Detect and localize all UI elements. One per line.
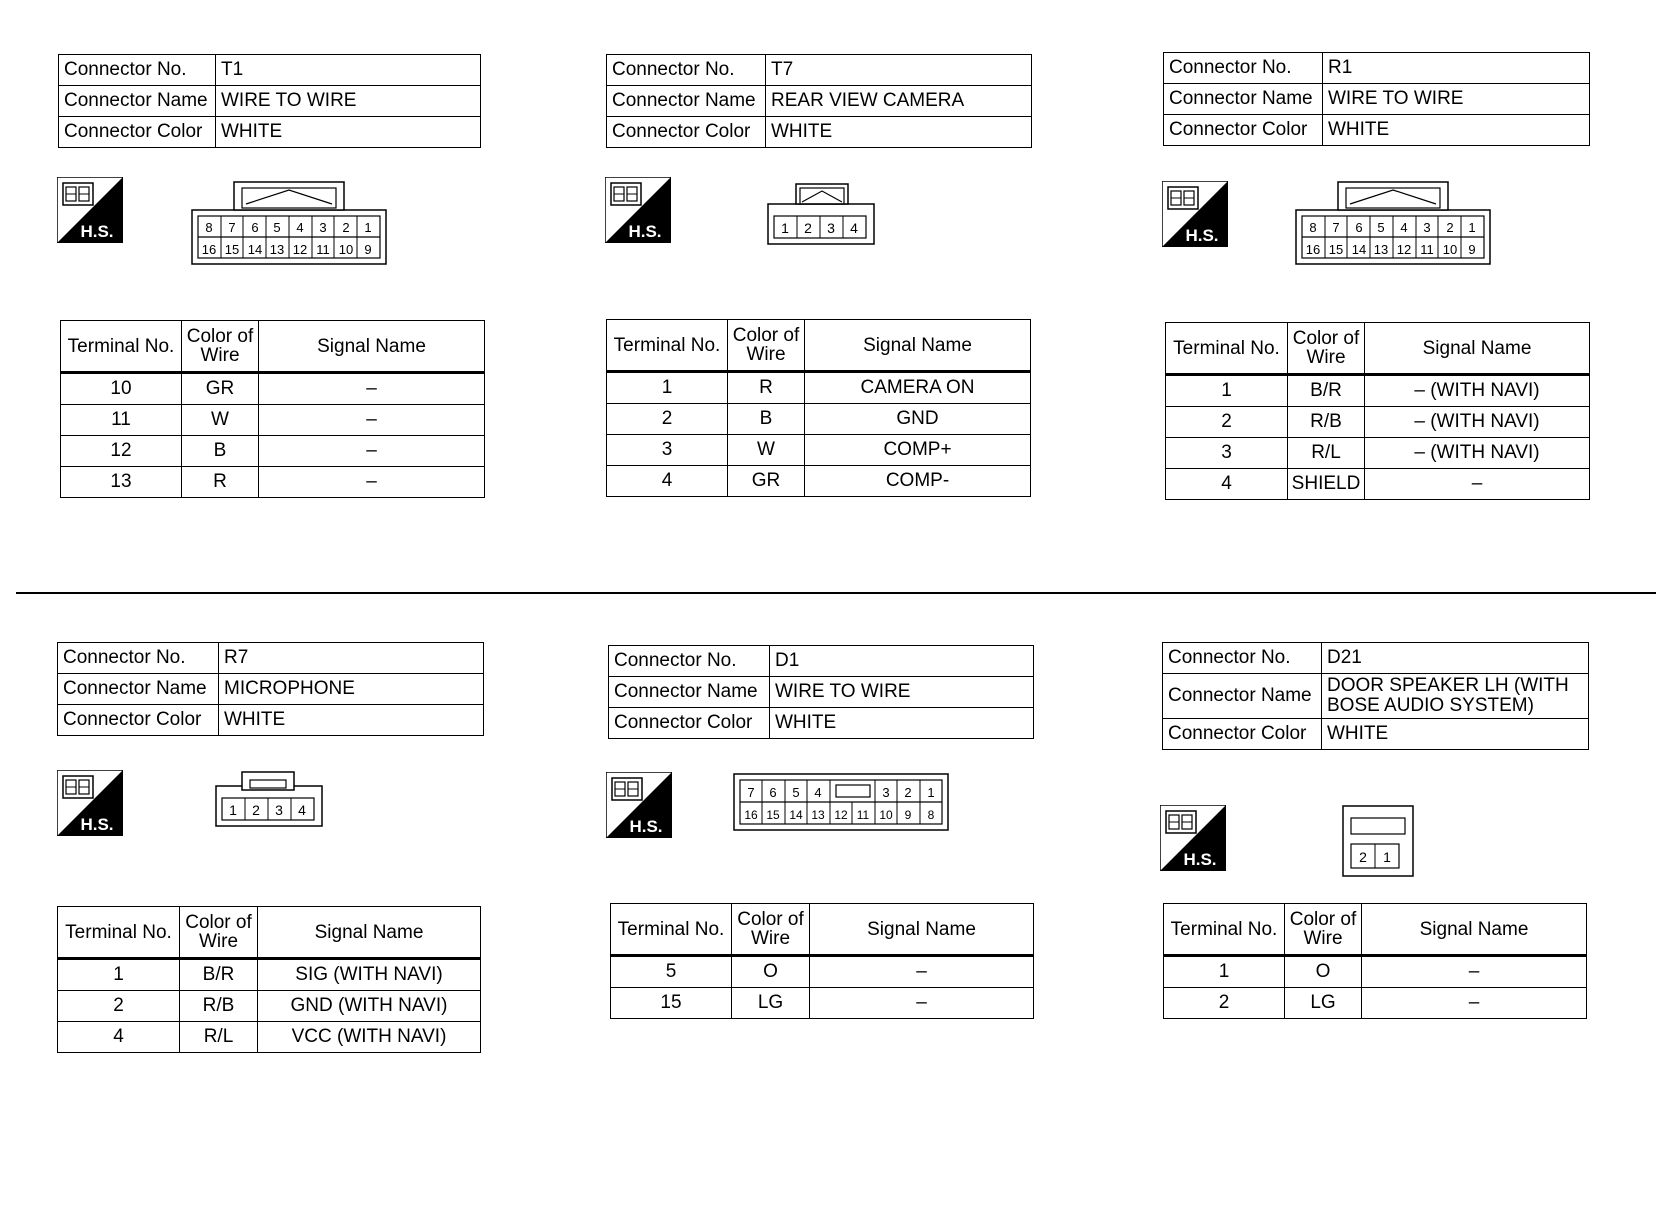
terminal-no-header: Terminal No. xyxy=(61,321,182,373)
table-row xyxy=(58,1022,481,1053)
pin-label: 12 xyxy=(1396,242,1412,257)
connector-no-label: Connector No. xyxy=(609,646,770,677)
connector-no-value: D21 xyxy=(1322,643,1589,674)
table-row xyxy=(1164,956,1587,988)
table-row xyxy=(1166,469,1590,500)
terminal-no-cell: 5 xyxy=(611,956,732,988)
hs-label: H.S. xyxy=(629,817,663,836)
connector-color-label: Connector Color xyxy=(58,705,219,736)
pin-label: 8 xyxy=(927,808,935,822)
harness-side-icon xyxy=(606,772,672,838)
pin-label: 3 xyxy=(882,785,890,800)
terminal-no-cell: 3 xyxy=(1166,438,1288,469)
pin-label: 12 xyxy=(292,242,308,257)
pin-label: 15 xyxy=(1328,242,1344,257)
pin-label: 12 xyxy=(834,808,848,822)
table-row xyxy=(607,404,1031,435)
signal-name-cell: – xyxy=(1362,988,1587,1019)
pin-label: 2 xyxy=(1446,220,1454,235)
table-row xyxy=(607,435,1031,466)
connector-no-value: D1 xyxy=(770,646,1034,677)
pin-label: 6 xyxy=(1355,220,1363,235)
pin-label: 14 xyxy=(1351,242,1367,257)
hs-label: H.S. xyxy=(1185,226,1219,245)
pin-label: 14 xyxy=(789,808,803,822)
signal-name-header: Signal Name xyxy=(810,904,1034,956)
pin-label: 7 xyxy=(747,785,755,800)
color-of-wire-header: Color of Wire xyxy=(732,904,810,956)
terminal-table-d1 xyxy=(610,903,1034,1019)
pin-label: 5 xyxy=(792,785,800,800)
connector-no-label: Connector No. xyxy=(58,643,219,674)
signal-name-cell: CAMERA ON xyxy=(805,372,1031,404)
pin-label: 1 xyxy=(781,220,789,236)
table-row xyxy=(1164,988,1587,1019)
terminal-no-header: Terminal No. xyxy=(58,907,180,959)
pin-label: 4 xyxy=(298,802,306,818)
terminal-table-t1 xyxy=(60,320,485,498)
terminal-no-cell: 1 xyxy=(58,959,180,991)
connector-color-label: Connector Color xyxy=(1164,115,1323,146)
pin-label: 14 xyxy=(247,242,263,257)
connector-name-value: WIRE TO WIRE xyxy=(1323,84,1590,115)
pin-label: 9 xyxy=(904,808,912,822)
wire-color-cell: O xyxy=(732,956,810,988)
terminal-no-cell: 4 xyxy=(607,466,728,497)
pin-label: 6 xyxy=(769,785,777,800)
signal-name-cell: – xyxy=(1365,469,1590,500)
pin-label: 5 xyxy=(1377,220,1385,235)
signal-name-cell: VCC (WITH NAVI) xyxy=(258,1022,481,1053)
color-of-wire-header: Color of Wire xyxy=(1288,323,1365,375)
terminal-no-cell: 1 xyxy=(1164,956,1285,988)
pin-label: 2 xyxy=(904,785,912,800)
wire-color-cell: B xyxy=(728,404,805,435)
connector-color-label: Connector Color xyxy=(607,117,766,148)
color-of-wire-header: Color of Wire xyxy=(728,320,805,372)
connector-r7 xyxy=(57,642,484,736)
table-row xyxy=(61,405,485,436)
terminal-no-cell: 1 xyxy=(1166,375,1288,407)
connector-d21 xyxy=(1162,642,1589,750)
wire-color-cell: R/L xyxy=(180,1022,258,1053)
wire-color-cell: R/B xyxy=(1288,407,1365,438)
pin-label: 8 xyxy=(1309,220,1317,235)
hs-label: H.S. xyxy=(80,815,114,834)
table-row xyxy=(1166,438,1590,469)
connector-color-value: WHITE xyxy=(219,705,484,736)
terminal-no-cell: 15 xyxy=(611,988,732,1019)
pin-label: 1 xyxy=(1468,220,1476,235)
pin-label: 10 xyxy=(338,242,354,257)
color-of-wire-header: Color of Wire xyxy=(180,907,258,959)
pin-label: 1 xyxy=(1383,849,1391,865)
signal-name-cell: SIG (WITH NAVI) xyxy=(258,959,481,991)
pin-label: 2 xyxy=(252,802,260,818)
terminal-no-header: Terminal No. xyxy=(607,320,728,372)
connector-face-d1 xyxy=(732,772,950,832)
connector-info-table xyxy=(1162,642,1589,750)
pin-label: 10 xyxy=(879,808,893,822)
connector-face-t1 xyxy=(190,180,390,266)
connector-r1 xyxy=(1163,52,1590,146)
signal-name-cell: – xyxy=(259,373,485,405)
pin-label: 13 xyxy=(811,808,825,822)
connector-no-value: T1 xyxy=(216,55,481,86)
terminal-no-cell: 2 xyxy=(607,404,728,435)
connector-name-value: MICROPHONE xyxy=(219,674,484,705)
wire-color-cell: GR xyxy=(182,373,259,405)
signal-name-cell: GND (WITH NAVI) xyxy=(258,991,481,1022)
connector-no-value: R7 xyxy=(219,643,484,674)
pin-label: 15 xyxy=(766,808,780,822)
connector-name-value: WIRE TO WIRE xyxy=(770,677,1034,708)
harness-side-icon xyxy=(605,177,671,243)
signal-name-cell: – (WITH NAVI) xyxy=(1365,438,1590,469)
connector-no-label: Connector No. xyxy=(59,55,216,86)
signal-name-cell: – xyxy=(259,405,485,436)
hs-label: H.S. xyxy=(1183,850,1217,869)
wire-color-cell: R/L xyxy=(1288,438,1365,469)
wire-color-cell: B xyxy=(182,436,259,467)
terminal-no-header: Terminal No. xyxy=(1166,323,1288,375)
wire-color-cell: SHIELD xyxy=(1288,469,1365,500)
table-row xyxy=(61,373,485,405)
wire-color-cell: R/B xyxy=(180,991,258,1022)
pin-label: 1 xyxy=(927,785,935,800)
signal-name-cell: COMP+ xyxy=(805,435,1031,466)
pin-label: 3 xyxy=(1423,220,1431,235)
terminal-no-cell: 3 xyxy=(607,435,728,466)
harness-side-icon xyxy=(1162,181,1228,247)
terminal-table-r7 xyxy=(57,906,481,1053)
harness-side-icon xyxy=(1160,805,1226,871)
terminal-no-cell: 4 xyxy=(58,1022,180,1053)
connector-name-label: Connector Name xyxy=(1164,84,1323,115)
connector-color-label: Connector Color xyxy=(59,117,216,148)
table-row xyxy=(1166,407,1590,438)
pin-label: 2 xyxy=(804,220,812,236)
connector-info-table xyxy=(58,54,481,148)
pin-label: 3 xyxy=(275,802,283,818)
terminal-no-header: Terminal No. xyxy=(611,904,732,956)
connector-no-label: Connector No. xyxy=(607,55,766,86)
connector-info-table xyxy=(606,54,1032,148)
signal-name-cell: – (WITH NAVI) xyxy=(1365,375,1590,407)
pin-label: 2 xyxy=(1359,849,1367,865)
connector-t7 xyxy=(606,54,1032,148)
connector-info-table xyxy=(1163,52,1590,146)
pin-label: 9 xyxy=(1468,242,1476,257)
hs-label: H.S. xyxy=(628,222,662,241)
terminal-no-cell: 10 xyxy=(61,373,182,405)
terminal-table-d21 xyxy=(1163,903,1587,1019)
connector-t1 xyxy=(58,54,481,148)
pin-label: 5 xyxy=(273,220,281,235)
connector-name-label: Connector Name xyxy=(607,86,766,117)
section-divider xyxy=(16,592,1656,594)
pin-label: 8 xyxy=(205,220,213,235)
signal-name-header: Signal Name xyxy=(805,320,1031,372)
pin-label: 2 xyxy=(342,220,350,235)
terminal-table-t7 xyxy=(606,319,1031,497)
wire-color-cell: R xyxy=(728,372,805,404)
signal-name-header: Signal Name xyxy=(259,321,485,373)
signal-name-cell: COMP- xyxy=(805,466,1031,497)
pin-label: 4 xyxy=(850,220,858,236)
table-row xyxy=(611,988,1034,1019)
pin-label: 16 xyxy=(744,808,758,822)
pin-label: 6 xyxy=(251,220,259,235)
connector-name-label: Connector Name xyxy=(59,86,216,117)
pin-label: 4 xyxy=(1400,220,1408,235)
pin-label: 3 xyxy=(827,220,835,236)
harness-side-icon xyxy=(57,770,123,836)
pin-label: 13 xyxy=(1373,242,1389,257)
pin-label: 15 xyxy=(224,242,240,257)
wire-color-cell: LG xyxy=(1285,988,1362,1019)
terminal-no-cell: 12 xyxy=(61,436,182,467)
signal-name-header: Signal Name xyxy=(1365,323,1590,375)
signal-name-cell: GND xyxy=(805,404,1031,435)
connector-color-value: WHITE xyxy=(1323,115,1590,146)
table-row xyxy=(58,959,481,991)
pin-label: 11 xyxy=(856,808,870,822)
table-row xyxy=(1166,375,1590,407)
table-row xyxy=(611,956,1034,988)
connector-name-value: REAR VIEW CAMERA xyxy=(766,86,1032,117)
signal-name-header: Signal Name xyxy=(1362,904,1587,956)
terminal-no-cell: 4 xyxy=(1166,469,1288,500)
terminal-no-cell: 2 xyxy=(1166,407,1288,438)
connector-no-value: R1 xyxy=(1323,53,1590,84)
connector-color-value: WHITE xyxy=(216,117,481,148)
connector-name-value: WIRE TO WIRE xyxy=(216,86,481,117)
color-of-wire-header: Color of Wire xyxy=(1285,904,1362,956)
pin-label: 1 xyxy=(229,802,237,818)
signal-name-cell: – (WITH NAVI) xyxy=(1365,407,1590,438)
signal-name-cell: – xyxy=(810,988,1034,1019)
color-of-wire-header: Color of Wire xyxy=(182,321,259,373)
wire-color-cell: W xyxy=(182,405,259,436)
connector-color-label: Connector Color xyxy=(1163,719,1322,750)
signal-name-cell: – xyxy=(259,467,485,498)
connector-color-value: WHITE xyxy=(766,117,1032,148)
table-row xyxy=(607,466,1031,497)
table-row xyxy=(58,991,481,1022)
wire-color-cell: LG xyxy=(732,988,810,1019)
connector-face-r7 xyxy=(214,770,324,828)
table-row xyxy=(607,372,1031,404)
signal-name-header: Signal Name xyxy=(258,907,481,959)
connector-color-label: Connector Color xyxy=(609,708,770,739)
wire-color-cell: O xyxy=(1285,956,1362,988)
connector-no-value: T7 xyxy=(766,55,1032,86)
pin-label: 4 xyxy=(296,220,304,235)
harness-side-icon xyxy=(57,177,123,243)
pin-label: 13 xyxy=(269,242,285,257)
connector-info-table xyxy=(57,642,484,736)
wire-color-cell: R xyxy=(182,467,259,498)
wire-color-cell: B/R xyxy=(1288,375,1365,407)
signal-name-cell: – xyxy=(259,436,485,467)
table-row xyxy=(61,436,485,467)
connector-name-value: DOOR SPEAKER LH (WITH BOSE AUDIO SYSTEM) xyxy=(1322,674,1589,719)
pin-label: 1 xyxy=(364,220,372,235)
terminal-no-cell: 13 xyxy=(61,467,182,498)
connector-info-table xyxy=(608,645,1034,739)
connector-name-label: Connector Name xyxy=(609,677,770,708)
hs-label: H.S. xyxy=(80,222,114,241)
pin-label: 7 xyxy=(1332,220,1340,235)
table-row xyxy=(61,467,485,498)
pin-label: 16 xyxy=(201,242,217,257)
connector-color-value: WHITE xyxy=(770,708,1034,739)
terminal-no-header: Terminal No. xyxy=(1164,904,1285,956)
pin-label: 11 xyxy=(316,242,330,257)
connector-color-value: WHITE xyxy=(1322,719,1589,750)
connector-no-label: Connector No. xyxy=(1163,643,1322,674)
connector-name-label: Connector Name xyxy=(58,674,219,705)
signal-name-cell: – xyxy=(810,956,1034,988)
terminal-no-cell: 11 xyxy=(61,405,182,436)
pin-label: 7 xyxy=(228,220,236,235)
signal-name-cell: – xyxy=(1362,956,1587,988)
pin-label: 4 xyxy=(814,785,822,800)
wire-color-cell: B/R xyxy=(180,959,258,991)
pin-label: 10 xyxy=(1442,242,1458,257)
pin-label: 9 xyxy=(364,242,372,257)
terminal-table-r1 xyxy=(1165,322,1590,500)
terminal-no-cell: 2 xyxy=(58,991,180,1022)
terminal-no-cell: 1 xyxy=(607,372,728,404)
pin-label: 3 xyxy=(319,220,327,235)
pin-label: 16 xyxy=(1305,242,1321,257)
connector-face-t7 xyxy=(766,182,876,246)
wire-color-cell: GR xyxy=(728,466,805,497)
wire-color-cell: W xyxy=(728,435,805,466)
terminal-no-cell: 2 xyxy=(1164,988,1285,1019)
pin-label: 11 xyxy=(1420,242,1434,257)
connector-no-label: Connector No. xyxy=(1164,53,1323,84)
connector-face-d21 xyxy=(1341,804,1415,878)
connector-d1 xyxy=(608,645,1034,739)
connector-name-label: Connector Name xyxy=(1163,674,1322,719)
connector-face-r1 xyxy=(1294,180,1494,266)
